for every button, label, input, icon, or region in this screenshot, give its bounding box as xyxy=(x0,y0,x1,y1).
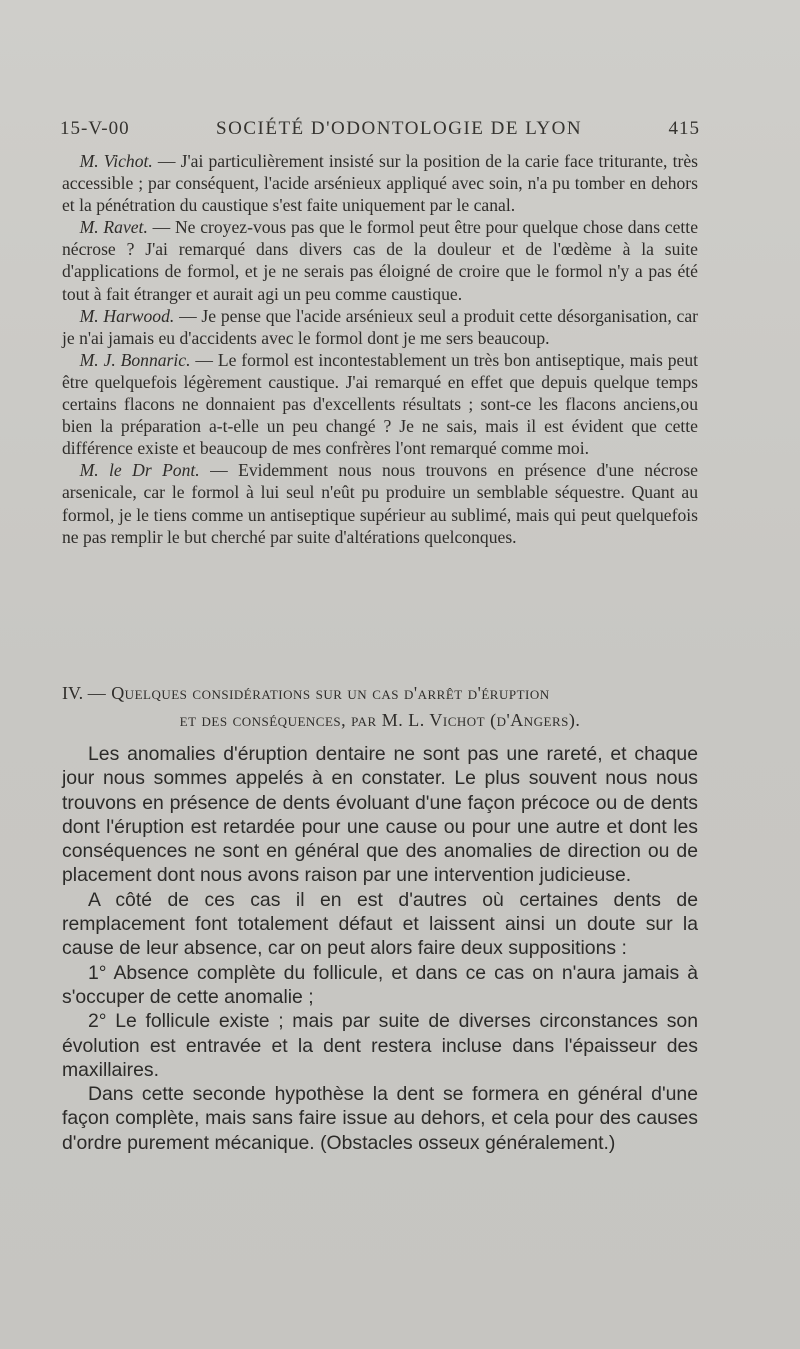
speaker-name: M. J. Bonnaric. xyxy=(79,349,191,370)
article-body xyxy=(62,742,698,1155)
section-heading-line-1 xyxy=(62,680,698,707)
discussion-paragraph xyxy=(62,216,698,304)
speech-text: — Ne croyez-vous pas que le formol peut être pour quelque chose dans cette nécrose ? J'ai remarqué dans divers cas de la douleur et de l'œdème à la suite d'applications de formol, et je ne serais pas éloigné de croire que le formol n'y a pas été tout à fait étranger et aurait agi un peu comme caustique. xyxy=(62,217,698,304)
speaker-name: M. Vichot. xyxy=(79,151,153,171)
speech-text: — Evidemment nous nous trouvons en présence d'une nécrose arsenicale, car le formol à lui seul n'eût pu produire un semblable séquestre. Quant au formol, je le tiens comme un antiseptique supérieur au sublimé, mais qui peut quelquefois ne pas remplir le but cherché par suite d'altérations quelconques. xyxy=(62,460,698,547)
section-heading xyxy=(62,680,698,734)
page-number: 415 xyxy=(668,118,700,139)
header-title: SOCIÉTÉ D'ODONTOLOGIE DE LYON xyxy=(216,118,583,139)
body-paragraph: A côté de ces cas il en est d'autres où certaines dents de remplacement font totalement défaut et laissent ainsi un doute sur la cause de leur absence, car on peut alors faire deux suppositions : xyxy=(62,888,698,960)
speech-text: — Je pense que l'acide arsénieux seul a produit cette désorganisation, car je n'ai jamais eu d'accidents avec le formol dont je me sers beaucoup. xyxy=(62,305,698,348)
body-paragraph: Dans cette seconde hypothèse la dent se formera en général d'une façon complète, mais sans faire issue au dehors, et cela pour des causes d'ordre purement mécanique. (Obstacles osseux généralement.) xyxy=(62,1083,698,1154)
discussion-paragraph xyxy=(62,305,698,349)
running-header xyxy=(60,118,700,140)
body-paragraph: 1° Absence complète du follicule, et dans ce cas on n'aura jamais à s'occuper de cette anomalie ; xyxy=(62,961,698,1008)
section-title-line-2: et des conséquences, par M. L. Vichot (d'Angers). xyxy=(179,710,581,730)
speech-text: — Le formol est incontestablement un très bon antiseptique, mais peut être quelquefois légèrement caustique. J'ai remarqué en effet que depuis quelque temps certains flacons ne donnaient pas d'excellents résultats ; sont-ce les flacons anciens,ou bien la préparation a-t-elle un peu changé ? Je ne sais, mais il est évident que cette différence existe et beaucoup de mes confrères l'ont remarqué comme moi. xyxy=(62,349,699,459)
body-paragraph: Les anomalies d'éruption dentaire ne sont pas une rareté, et chaque jour nous sommes appelés à en constater. Le plus souvent nous nous trouvons en présence de dents évoluant d'une façon précoce ou de dents dont l'éruption est retardée pour une cause ou pour une autre et dont les conséquences ne sont en général que des anomalies de direction ou de placement dont nous avons raison par une intervention judicieuse. xyxy=(62,743,698,887)
body-paragraph: 2° Le follicule existe ; mais par suite de diverses circonstances son évolution est entravée et la dent restera incluse dans l'épaisseur des maxillaires. xyxy=(62,1010,698,1081)
section-number: IV. xyxy=(62,683,84,703)
discussion-paragraph xyxy=(62,459,698,547)
section-title-line-1: — Quelques considérations sur un cas d'arrêt d'éruption xyxy=(87,683,550,703)
discussion-paragraph xyxy=(62,349,698,459)
discussion xyxy=(62,150,698,548)
speaker-name: M. le Dr Pont. xyxy=(79,460,200,481)
discussion-paragraph xyxy=(62,150,698,216)
speaker-name: M. Harwood. xyxy=(79,305,175,326)
speech-text: — J'ai particulièrement insisté sur la position de la carie face triturante, très accessible ; par conséquent, l'acide arsénieux appliqué avec soin, n'a pu tomber en dehors et la pénétration du caustique s'est faite uniquement par le canal. xyxy=(62,151,698,216)
speaker-name: M. Ravet. xyxy=(79,217,148,238)
header-date: 15-V-00 xyxy=(60,118,130,139)
